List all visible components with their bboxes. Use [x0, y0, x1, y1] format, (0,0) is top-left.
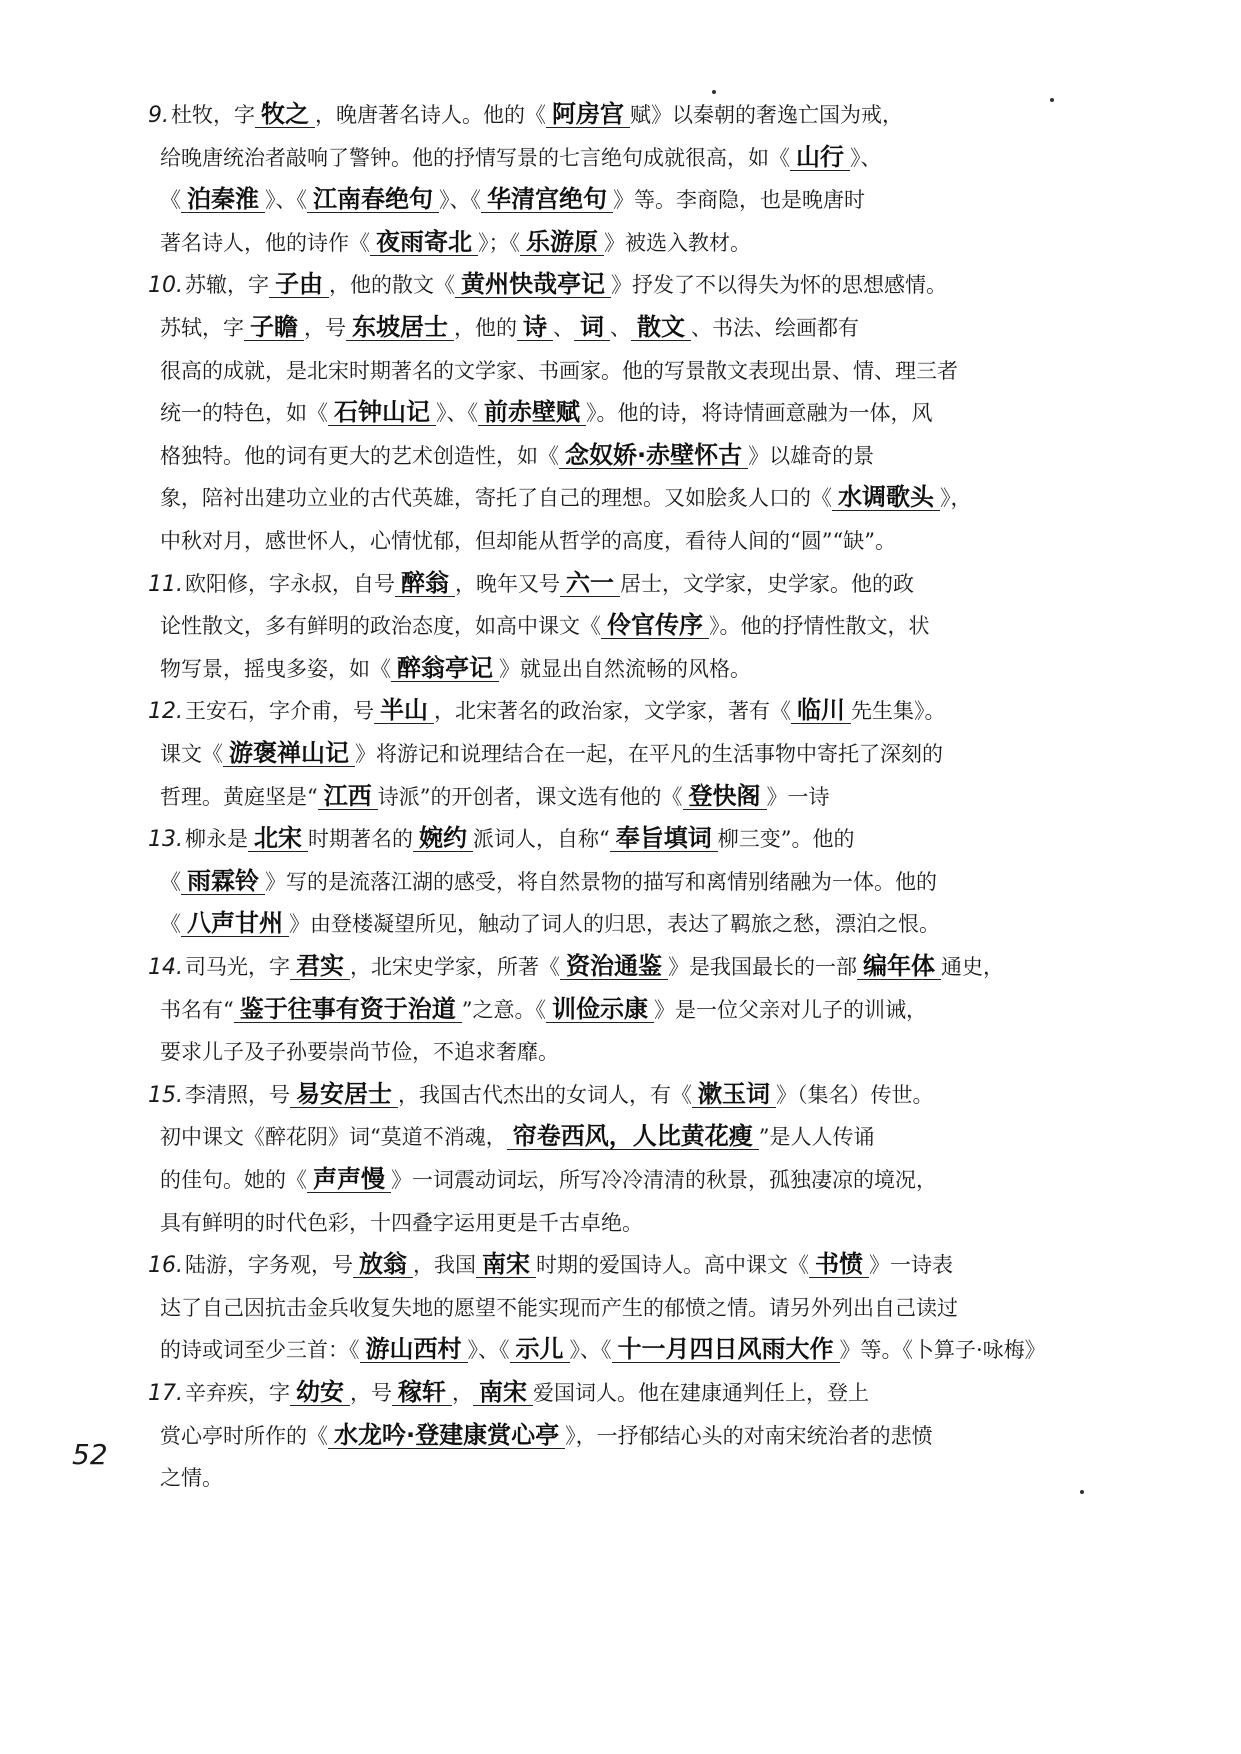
text-line	[160, 1421, 1120, 1451]
handwritten-answer: 示儿	[510, 1336, 570, 1363]
handwritten-answer: 南宋	[473, 1379, 533, 1406]
text-line	[160, 1037, 1120, 1067]
printed-text: ，他的散文《	[329, 273, 455, 298]
handwritten-answer: 稼轩	[392, 1379, 452, 1406]
handwritten-answer: 幼安	[290, 1379, 350, 1406]
handwritten-answer: 漱玉词	[692, 1081, 776, 1108]
question-number: 17.	[148, 1381, 183, 1406]
printed-text: 哲理。黄庭坚是“	[160, 784, 318, 809]
printed-text: 》、《	[265, 188, 307, 213]
printed-text: 》以雄奇的景	[748, 443, 875, 468]
handwritten-answer: 词	[574, 314, 610, 341]
handwritten-answer: 登快阁	[683, 783, 767, 810]
question-number: 11.	[148, 571, 183, 597]
printed-text: 》将游记和说理结合在一起，在平凡的生活事物中寄托了深刻的	[355, 742, 943, 766]
printed-text: 《	[160, 188, 181, 213]
handwritten-answer: 游山西村	[360, 1336, 468, 1363]
printed-text: 给晚唐统治者敲响了警钟。他的抒情写景的七言绝句成就很高，如《	[160, 145, 790, 170]
printed-text: 达了自己因抗击金兵收复失地的愿望不能实现而产生的郁愤之情。请另外列出自己读过	[160, 1295, 958, 1320]
printed-text: ，北宋著名的政治家，文学家，著有《	[434, 699, 791, 724]
handwritten-answer: 训俭示康	[546, 996, 654, 1023]
handwritten-answer: 放翁	[353, 1251, 413, 1278]
question-number: 10.	[148, 273, 183, 299]
text-line	[160, 228, 1120, 258]
text-line	[160, 782, 1120, 812]
handwritten-answer: 帘卷西风，人比黄花瘦	[507, 1123, 759, 1150]
printed-text: 爱国词人。他在建康通判任上，登上	[533, 1381, 869, 1405]
text-line	[160, 185, 1120, 215]
handwritten-answer: 念奴娇·赤壁怀古	[559, 442, 748, 469]
printed-text: 》被选入教材。	[604, 230, 751, 255]
text-line	[160, 1208, 1120, 1238]
printed-text: ，我国古代杰出的女词人，有《	[398, 1082, 692, 1107]
printed-text: 》就显出自然流畅的风格。	[499, 656, 751, 681]
handwritten-answer: 北宋	[248, 825, 308, 852]
handwritten-answer: 山行	[790, 144, 850, 171]
printed-text: ，北宋史学家，所著《	[350, 955, 560, 979]
text-line	[148, 1378, 1108, 1409]
handwritten-answer: 子瞻	[244, 314, 304, 341]
text-line	[148, 1080, 1108, 1111]
text-line	[160, 143, 1120, 173]
handwritten-answer: 前赤壁赋	[478, 399, 586, 426]
text-line	[160, 313, 1120, 343]
question-number: 15.	[148, 1082, 183, 1108]
handwritten-answer: 华清宫绝句	[481, 186, 613, 213]
text-line	[160, 1293, 1120, 1323]
printed-text: 》、《	[569, 1338, 612, 1363]
printed-text: 初中课文《醉花阴》词“莫道不消魂，	[160, 1125, 507, 1150]
printed-text: 辛弃疾，字	[185, 1381, 290, 1405]
handwritten-answer: 牧之	[255, 101, 315, 128]
printed-text: 》一诗表	[869, 1253, 953, 1278]
text-line	[160, 526, 1120, 556]
handwritten-answer: 醉翁	[395, 570, 455, 597]
printed-text: 、	[610, 316, 631, 340]
printed-text: 司马光，字	[185, 955, 290, 979]
printed-text: 》。他的抒情性散文，状	[709, 614, 930, 639]
printed-text: ，	[452, 1381, 473, 1405]
handwritten-answer: 声声慢	[307, 1166, 391, 1193]
scan-speck	[712, 90, 716, 94]
printed-text: 》是一位父亲对儿子的训诫，	[654, 997, 927, 1022]
printed-text: 之情。	[160, 1466, 223, 1491]
question-number: 14.	[148, 955, 183, 980]
printed-text: 书名有“	[160, 997, 234, 1022]
handwritten-answer: 东坡居士	[346, 314, 454, 341]
printed-text: 赏心亭时所作的《	[160, 1423, 328, 1448]
handwritten-answer: 南宋	[476, 1251, 536, 1278]
handwritten-answer: 临川	[791, 697, 851, 724]
printed-text: 派词人，自称“	[473, 827, 610, 852]
printed-text: 赋》以秦朝的奢逸亡国为戒，	[630, 103, 903, 127]
handwritten-answer: 散文	[631, 314, 691, 341]
printed-text: 》；《	[478, 230, 520, 255]
printed-text: 诗派”的开创者，课文选有他的《	[377, 784, 683, 809]
handwritten-answer: 鉴于往事有资于治道	[234, 996, 462, 1023]
printed-text: 要求儿子及子孙要崇尚节俭，不追求奢靡。	[160, 1040, 559, 1065]
printed-text: 》等。《卜算子·咏梅》	[839, 1338, 1046, 1363]
printed-text: 居士，文学家，史学家。他的政	[620, 571, 914, 596]
printed-text: 的诗或词至少三首：《	[160, 1338, 360, 1363]
handwritten-answer: 黄州快哉亭记	[455, 271, 611, 298]
text-line	[160, 611, 1120, 641]
handwritten-answer: 易安居士	[290, 1081, 398, 1108]
text-line	[160, 654, 1120, 684]
text-line	[160, 398, 1120, 428]
text-line	[160, 1463, 1120, 1493]
printed-text: 物写景，摇曳多姿，如《	[160, 656, 391, 681]
printed-text: 》一诗	[766, 784, 830, 809]
printed-text: 象，陪衬出建功立业的古代英雄，寄托了自己的理想。又如脍炙人口的《	[160, 486, 832, 511]
text-line	[148, 824, 1108, 855]
printed-text: ，我国	[413, 1253, 476, 1278]
handwritten-answer: 书愤	[809, 1251, 869, 1278]
printed-text: 通史，	[941, 955, 1004, 979]
handwritten-answer: 编年体	[857, 953, 941, 980]
printed-text: ，晚年又号	[455, 571, 560, 596]
question-number: 16.	[148, 1253, 183, 1279]
text-line	[160, 483, 1120, 513]
text-line	[148, 952, 1108, 983]
printed-text: 杜牧，字	[171, 103, 255, 127]
printed-text: 《	[160, 869, 181, 894]
handwritten-answer: 半山	[374, 697, 434, 724]
printed-text: 的佳句。她的《	[160, 1168, 307, 1192]
question-number: 12.	[148, 699, 183, 725]
printed-text: 》是我国最长的一部	[668, 955, 857, 979]
printed-text: 《	[160, 912, 181, 937]
printed-text: 具有鲜明的时代色彩，十四叠字运用更是千古卓绝。	[160, 1210, 643, 1235]
printed-text: 》，	[940, 486, 972, 511]
text-line	[148, 696, 1108, 727]
handwritten-answer: 水龙吟·登建康赏心亭	[328, 1422, 565, 1449]
question-number: 13.	[148, 827, 183, 853]
handwritten-answer: 石钟山记	[328, 399, 436, 426]
handwritten-answer: 奉旨填词	[610, 825, 718, 852]
handwritten-answer: 水调歌头	[832, 484, 940, 511]
printed-text: ，号	[350, 1381, 392, 1405]
printed-text: 》，一抒郁结心头的对南宋统治者的悲愤	[565, 1423, 933, 1448]
text-line	[160, 1335, 1120, 1365]
handwritten-answer: 阿房宫	[546, 101, 630, 128]
handwritten-answer: 夜雨寄北	[370, 229, 478, 256]
printed-text: 柳三变”。他的	[717, 827, 855, 852]
handwritten-answer: 子由	[269, 271, 329, 298]
handwritten-answer: 诗	[517, 314, 553, 341]
printed-text: ”之意。《	[461, 997, 546, 1022]
printed-text: 》、《	[439, 188, 481, 213]
text-line	[148, 100, 1108, 131]
printed-text: 》（集名）传世。	[776, 1082, 934, 1107]
handwritten-answer: 君实	[290, 953, 350, 980]
page-number: 52	[72, 1438, 108, 1471]
handwritten-answer: 醉翁亭记	[391, 655, 499, 682]
printed-text: 很高的成就，是北宋时期著名的文学家、书画家。他的写景散文表现出景、情、理三者	[160, 358, 958, 383]
handwritten-answer: 雨霖铃	[181, 868, 265, 895]
printed-text: 时期的爱国诗人。高中课文《	[536, 1253, 809, 1278]
handwritten-answer: 江南春绝句	[307, 186, 439, 213]
handwritten-answer: 江西	[318, 783, 378, 810]
printed-text: 柳永是	[185, 827, 248, 852]
printed-text: 》等。李商隐，也是晚唐时	[613, 188, 865, 213]
handwritten-answer: 八声甘州	[181, 910, 289, 937]
handwritten-answer: 十一月四日风雨大作	[612, 1336, 840, 1363]
text-line	[148, 1250, 1108, 1281]
printed-text: 格独特。他的词有更大的艺术创造性，如《	[160, 443, 559, 468]
printed-text: 课文《	[160, 742, 223, 766]
text-line	[160, 441, 1120, 471]
printed-text: 中秋对月，感世怀人，心情忧郁，但却能从哲学的高度，看待人间的“圆”“缺”。	[160, 529, 896, 553]
printed-text: 》一词震动词坛，所写冷冷清清的秋景，孤独凄凉的境况，	[391, 1168, 937, 1192]
handwritten-answer: 婉约	[413, 825, 473, 852]
text-line	[148, 569, 1108, 600]
handwritten-answer: 游褒禅山记	[223, 740, 355, 767]
text-line	[160, 739, 1120, 769]
text-line	[160, 1122, 1120, 1152]
printed-text: ”是人人传诵	[758, 1125, 875, 1150]
printed-text: 》、《	[467, 1338, 510, 1363]
handwritten-answer: 资治通鉴	[560, 953, 668, 980]
printed-text: 、书法、绘画都有	[691, 316, 859, 340]
question-number: 9.	[148, 103, 169, 128]
printed-text: 先生集》。	[851, 699, 946, 724]
handwritten-answer: 伶官传序	[601, 612, 709, 639]
printed-text: 统一的特色，如《	[160, 401, 328, 426]
printed-text: 李清照，号	[185, 1082, 290, 1107]
printed-text: ，晚唐著名诗人。他的《	[315, 103, 546, 127]
printed-text: 》、	[850, 145, 882, 170]
printed-text: 时期著名的	[308, 827, 413, 852]
handwritten-answer: 六一	[560, 570, 620, 597]
printed-text: 、	[553, 316, 574, 340]
printed-text: 欧阳修，字永叔，自号	[185, 571, 395, 596]
text-line	[160, 995, 1120, 1025]
text-line	[160, 356, 1120, 386]
printed-text: 论性散文，多有鲜明的政治态度，如高中课文《	[160, 614, 601, 639]
handwritten-answer: 乐游原	[520, 229, 604, 256]
printed-text: ，号	[304, 316, 346, 340]
printed-text: 著名诗人，他的诗作《	[160, 230, 370, 255]
text-line	[160, 867, 1120, 897]
printed-text: 》由登楼凝望所见，触动了词人的归思，表达了羁旅之愁，漂泊之恨。	[289, 912, 940, 937]
printed-text: 陆游，字务观，号	[185, 1253, 353, 1278]
printed-text: 》。他的诗，将诗情画意融为一体，风	[586, 401, 933, 426]
printed-text: ，他的	[454, 316, 517, 340]
printed-text: 苏辙，字	[185, 273, 269, 298]
printed-text: 》写的是流落江湖的感受，将自然景物的描写和离情别绪融为一体。他的	[265, 869, 937, 894]
text-line	[160, 1165, 1120, 1195]
text-line	[148, 270, 1108, 301]
printed-text: 》抒发了不以得失为怀的思想感情。	[611, 273, 947, 298]
printed-text: 》、《	[436, 401, 478, 426]
handwritten-answer: 泊秦淮	[181, 186, 265, 213]
printed-text: 王安石，字介甫，号	[185, 699, 374, 724]
printed-text: 苏轼，字	[160, 316, 244, 340]
text-line	[160, 909, 1120, 939]
